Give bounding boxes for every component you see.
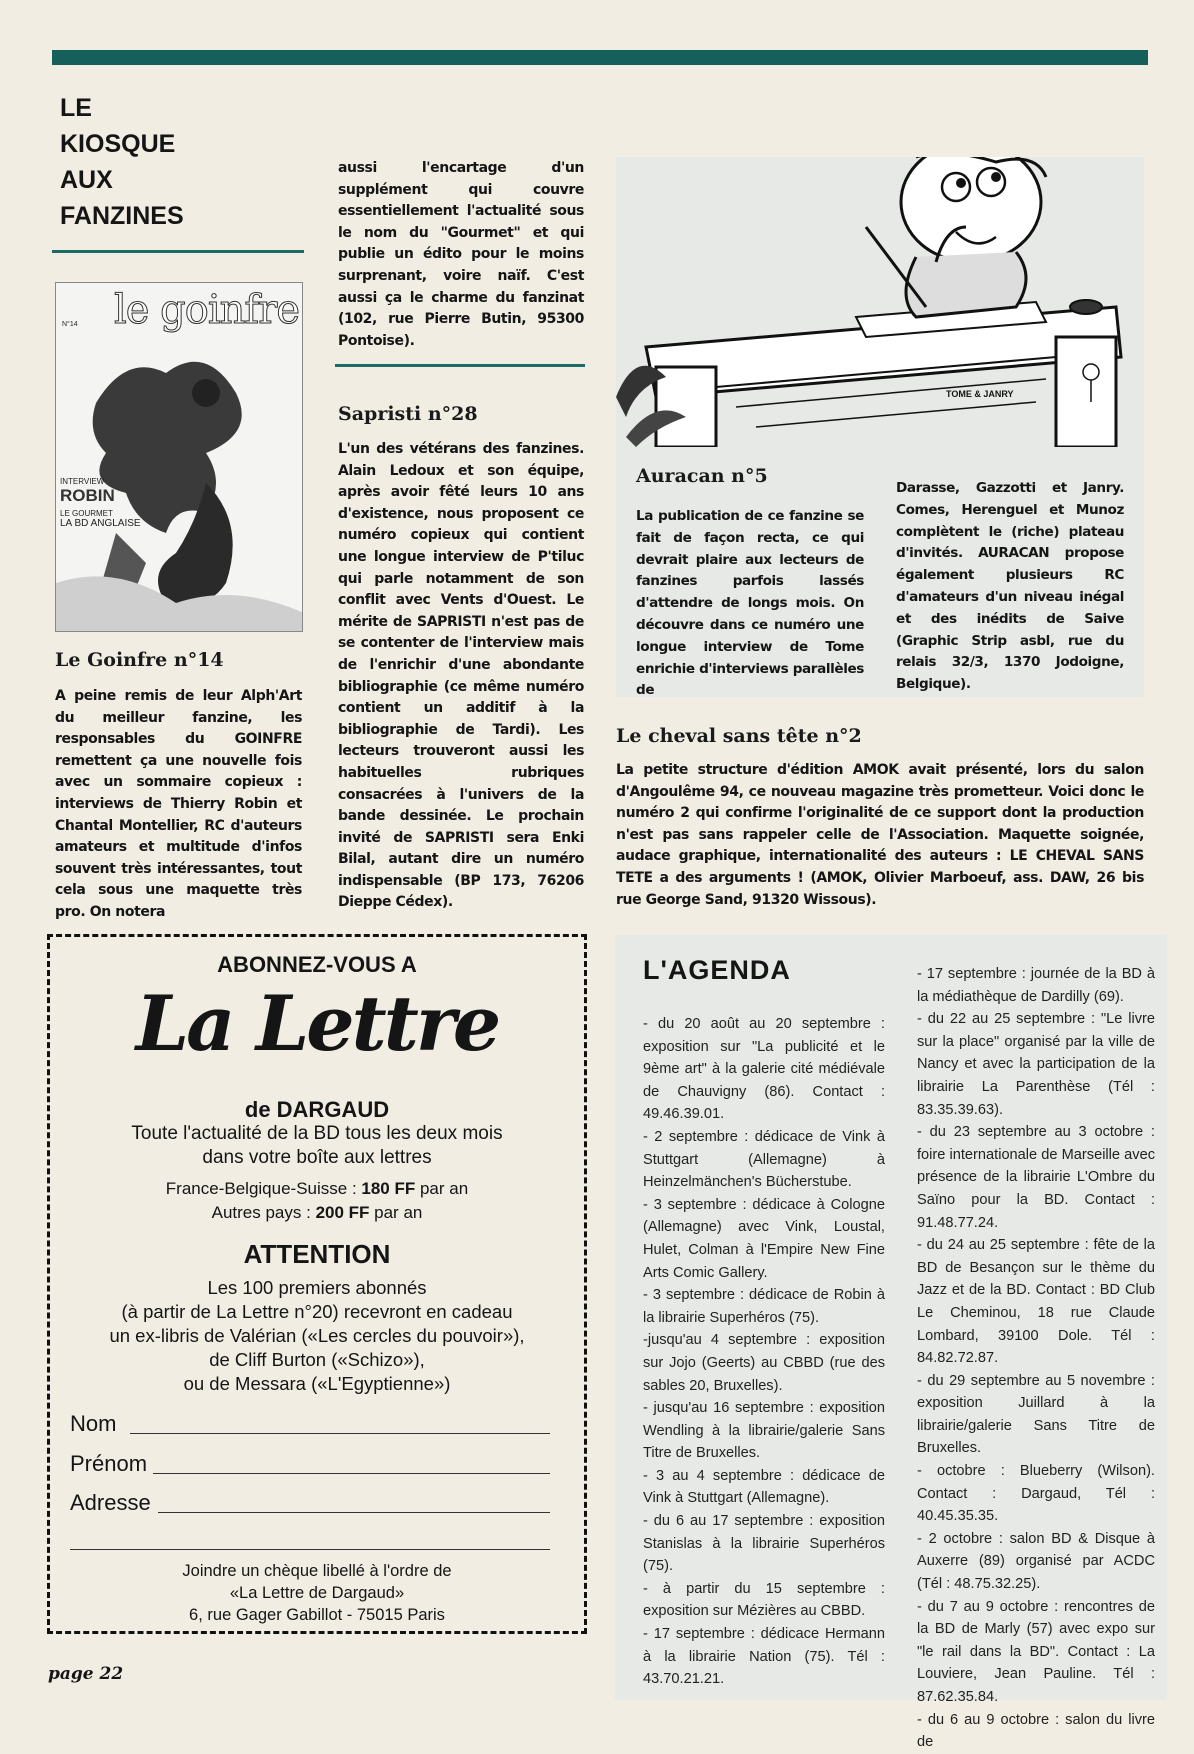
cheval-text: La petite structure d'édition AMOK avait présenté, lors du salon d'Angoulême 94, ce nouveau magazine très prometteur. Voici donc le numéro 2 qui confirme l'originalité de ce support dont la production n'est pas sans rappeler celle de l'Association. Maquette soignée, audace graphique, internationalité des auteurs : LE CHEVAL SANS TETE a des arguments ! (AMOK, Olivier Marboeuf, ass. DAW, 26 bis rue George Sand, 91320 Wissous).: [616, 762, 1144, 908]
footer-line: «La Lettre de Dargaud»: [229, 1584, 405, 1602]
illustration-signature: TOME & JANRY: [946, 389, 1014, 399]
field-prenom-line[interactable]: [153, 1473, 550, 1474]
field-adresse-line[interactable]: [158, 1512, 550, 1513]
auracan-text-right: Darasse, Gazzotti et Janry. Comes, Herenguel et Munoz complètent le (riche) plateau d'invités. AURACAN propose également plusieurs RC d'amateurs d'un niveau inégal et des inédits de Saive (Graphic Strip asbl, rue du relais 32/3, 1370 Jodoigne, Belgique).: [896, 480, 1124, 693]
offer-line: un ex-libris de Valérian («Les cercles du pouvoir»),: [109, 1325, 525, 1346]
agenda-item: - 17 septembre : dédicace Hermann à la librairie Nation (75). Tél : 43.70.21.21.: [643, 1626, 885, 1688]
top-rule: [52, 50, 1148, 65]
cover-gourmet: LE GOURMET: [60, 509, 113, 518]
offer-line: de Cliff Burton («Schizo»),: [209, 1349, 425, 1370]
section-divider: [52, 250, 304, 253]
subscription-box: [47, 934, 587, 1634]
agenda-item: - 17 septembre : journée de la BD à la médiathèque de Dardilly (69).: [917, 966, 1155, 1005]
sapristi-title: Sapristi n°28: [338, 403, 478, 425]
offer-line: Les 100 premiers abonnés: [207, 1277, 427, 1298]
auracan-text-left: La publication de ce fanzine se fait de façon recta, ce qui devrait plaire aux lecteurs de fanzines parfois lassés d'attendre de longs mois. On découvre dans ce numéro une longue interview de Tome enrichie d'interviews parallèles de: [636, 508, 864, 699]
footer-line: Joindre un chèque libellé à l'ordre de: [182, 1562, 452, 1580]
goinfre-text: A peine remis de leur Alph'Art du meilleur fanzine, les responsables du GOINFRE remettent ça une nouvelle fois avec un sommaire copieux : interviews de Thierry Robin et Chantal Montellier, RC d'auteurs amateurs et multitude d'infos souvent très intéressantes, tout cela sous une maquette très pro. On notera: [55, 688, 302, 920]
field-prenom-label: Prénom: [70, 1451, 148, 1476]
cover-robin: ROBIN: [60, 486, 115, 505]
price-suffix: par an: [369, 1203, 423, 1222]
field-nom-line[interactable]: [130, 1433, 550, 1434]
agenda-item: - jusqu'au 16 septembre : exposition Wendling à la librairie/galerie Sans Titre de Bruxelles.: [643, 1400, 885, 1462]
subscription-heading: ABONNEZ-VOUS A: [217, 952, 417, 977]
section-title-line: AUX: [60, 166, 113, 194]
subscription-tagline-2: dans votre boîte aux lettres: [202, 1147, 432, 1168]
price-value: 180 FF: [361, 1179, 416, 1198]
subscription-tagline-1: Toute l'actualité de la BD tous les deux mois: [131, 1123, 503, 1144]
agenda-item: - du 20 août au 20 septembre : exposition sur "La publicité et le 9ème art" à la galerie cité médiévale de Chauvigny (86). Contact : 49.46.39.01.: [643, 1016, 885, 1123]
agenda-item: - du 7 au 9 octobre : rencontres de la BD de Marly (57) avec expo sur "le rail dans la BD". Contact : La Louviere, Jean Pauline. Tél : 87.62.35.84.: [917, 1598, 1155, 1705]
section-title-line: LE: [60, 94, 92, 122]
section-title-line: FANZINES: [60, 202, 184, 230]
cover-artwork: [56, 283, 303, 632]
column-divider: [335, 364, 585, 367]
cover-issue: N°14: [62, 321, 78, 328]
agenda-item: -jusqu'au 4 septembre : exposition sur Jojo (Geerts) au CBBD (rue des sables 20, Bruxelles).: [643, 1332, 885, 1394]
subscription-brand-sub: de DARGAUD: [244, 1097, 390, 1122]
agenda-item: - du 24 au 25 septembre : fête de la BD de Besançon sur le thème du Jazz et de la BD. Contact : BD Club Le Cheminou, 18 rue Claude Lombard, 39100 Dole. Tél : 84.82.72.87.: [917, 1237, 1155, 1367]
agenda-item: - du 23 septembre au 3 octobre : foire internationale de Marseille avec présence de la librairie L'Ombre du Saïno pour la BD. Contact : 91.48.77.24.: [917, 1124, 1155, 1231]
field-nom-label: Nom: [70, 1411, 117, 1436]
price-value: 200 FF: [315, 1203, 370, 1222]
page-number: page 22: [48, 1664, 124, 1684]
auracan-title: Auracan n°5: [636, 465, 768, 487]
cover-bd: LA BD ANGLAISE: [60, 518, 141, 529]
footer-line: 6, rue Gager Gabillot - 75015 Paris: [189, 1606, 445, 1624]
agenda-item: - 3 septembre : dédicace à Cologne (Allemagne) avec Vink, Loustal, Hulet, Colman à l'Empire New Fine Arts Comic Gallery.: [643, 1196, 885, 1281]
cover-logo: le goinfre: [114, 287, 300, 333]
cheval-title: Le cheval sans tête n°2: [616, 725, 862, 747]
agenda-column-2: [917, 963, 1155, 1754]
goinfre-title: Le Goinfre n°14: [55, 649, 224, 671]
subscription-brand: La Lettre: [135, 979, 499, 1068]
agenda-item: - du 22 au 25 septembre : "Le livre sur la place" organisé par la ville de Nancy et avec la participation de la librairie La Parenthèse (Tél : 83.35.39.63).: [917, 1011, 1155, 1118]
price-suffix: par an: [415, 1179, 469, 1198]
agenda-item: - du 29 septembre au 5 novembre : exposition Juillard à la librairie/galerie Sans Titre de Bruxelles.: [917, 1372, 1155, 1457]
agenda-item: - du 6 au 9 octobre : salon du livre de: [917, 1711, 1155, 1751]
field-adresse-label: Adresse: [70, 1490, 151, 1515]
agenda-column-1: [643, 1013, 885, 1691]
goinfre-cover-image: [55, 282, 303, 632]
field-adresse-line-2[interactable]: [70, 1549, 550, 1550]
agenda-item: - 2 septembre : dédicace de Vink à Stuttgart (Allemagne) à Heinzelmänchen's Bücherstube.: [643, 1128, 885, 1191]
price-label: France-Belgique-Suisse :: [165, 1179, 362, 1198]
section-title: [60, 90, 260, 234]
goinfre-continued-text: aussi l'encartage d'un supplément qui couvre essentiellement l'actualité sous le nom du "Gourmet" et qui publie un édito pour le moins surprenant, voire naïf. C'est aussi ça le charme du fanzinat (102, rue Pierre Butin, 95300 Pontoise).: [338, 160, 584, 349]
agenda-item: - 3 au 4 septembre : dédicace de Vink à Stuttgart (Allemagne).: [643, 1467, 885, 1507]
agenda-title: L'AGENDA: [643, 955, 791, 985]
offer-line: ou de Messara («L'Egyptienne»): [183, 1373, 451, 1394]
section-title-line: KIOSQUE: [60, 130, 176, 158]
agenda-item: - du 6 au 17 septembre : exposition Stanislas à la librairie Superhéros (75).: [643, 1513, 885, 1575]
cartoon-illustration: [616, 157, 1144, 447]
agenda-item: - à partir du 15 septembre : exposition sur Mézières au CBBD.: [643, 1580, 885, 1620]
agenda-item: - 3 septembre : dédicace de Robin à la librairie Superhéros (75).: [643, 1287, 885, 1326]
attention-heading: ATTENTION: [243, 1239, 391, 1269]
price-label: Autres pays :: [211, 1203, 316, 1222]
agenda-box: [615, 935, 1167, 1751]
cartoon-drawing: [616, 157, 1144, 447]
agenda-item: - 2 octobre : salon BD & Disque à Auxerre (89) organisé par ACDC (Tél : 48.75.32.25).: [917, 1530, 1155, 1593]
agenda-item: - octobre : Blueberry (Wilson). Contact : Dargaud, Tél : 40.45.35.35.: [917, 1463, 1155, 1525]
sapristi-text: L'un des vétérans des fanzines. Alain Ledoux et son équipe, après avoir fêté leurs 10 ans d'existence, nous proposent ce numéro copieux qui contient une longue interview de P'tiluc qui parle notamment de son conflit avec Vents d'Ouest. Le mérite de SAPRISTI n'est pas de se contenter de l'interview mais de l'enrichir d'une abondante bibliographie (ce même numéro contient un additif à la bibliographie de Tardi). Les lecteurs trouveront aussi les habituelles rubriques consacrées à l'univers de la bande dessinée. Le prochain invité de SAPRISTI sera Enki Bilal, autant dire un numéro indispensable (BP 173, 76206 Dieppe Cédex).: [338, 441, 584, 911]
price-other: [50, 1203, 584, 1223]
cover-interview: INTERVIEW: [60, 477, 105, 486]
offer-line: (à partir de La Lettre n°20) recevront en cadeau: [121, 1301, 513, 1322]
price-france: [50, 1179, 584, 1199]
